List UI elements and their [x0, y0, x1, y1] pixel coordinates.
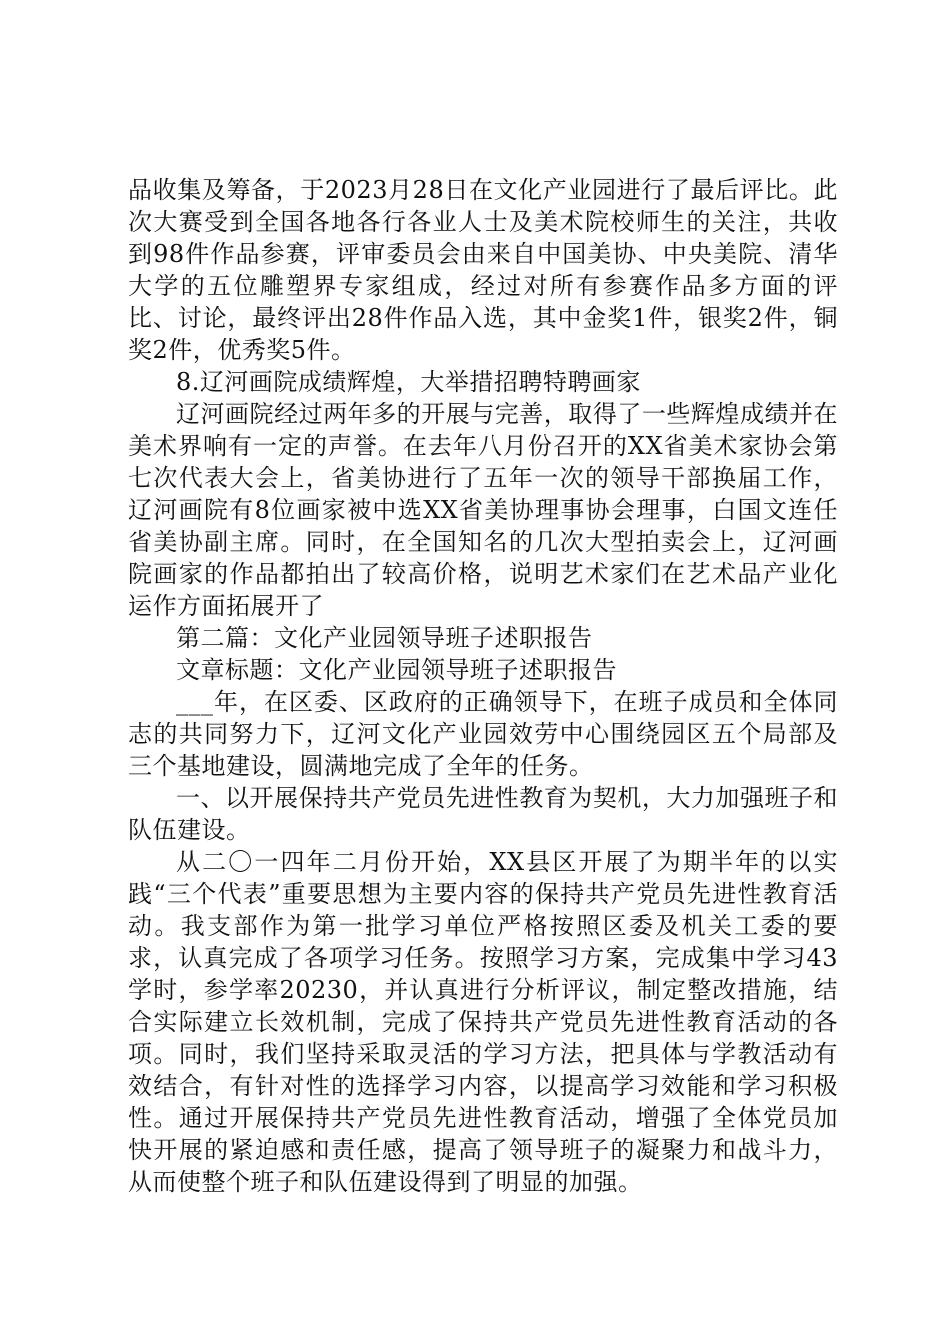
paragraph-award-results: 品收集及筹备，于2023月28日在文化产业园进行了最后评比。此次大赛受到全国各地各行各业人士及美术院校师生的关注，共收到98件作品参赛，评审委员会由来自中国美协、中央美院、清华大学的五位雕塑界专家组成，经过对所有参赛作品多方面的评比、讨论，最终评出28件作品入选，其中金奖1件，银奖2件，铜奖2件，优秀奖5件。 [128, 176, 838, 364]
paragraph-liaohe-academy: 辽河画院经过两年多的开展与完善，取得了一些辉煌成绩并在美术界响有一定的声誉。在去年八月份召开的XX省美术家协会第七次代表大会上，省美协进行了五年一次的领导干部换届工作，辽河画院有8位画家被中选XX省美协理事协会理事，白国文连任省美协副主席。同时，在全国知名的几次大型拍卖会上，辽河画院画家的作品都拍出了较高价格，说明艺术家们在艺术品产业化运作方面拓展开了 [128, 400, 838, 620]
article-title: 文章标题：文化产业园领导班子述职报告 [176, 656, 617, 684]
paragraph-education-activities: 从二〇一四年二月份开始，XX县区开展了为期半年的以实践“三个代表”重要思想为主要内容的保持共产党员先进性教育活动。我支部作为第一批学习单位严格按照区委及机关工委的要求，认真完成了各项学习任务。按照学习方案，完成集中学习43学时，参学率20230，并认真进行分析评议，制定整改措施，结合实际建立长效机制，完成了保持共产党员先进性教育活动的各项。同时，我们坚持采取灵活的学习方法，把具体与学教活动有效结合，有针对性的选择学习内容，以提高学习效能和学习积极性。通过开展保持共产党员先进性教育活动，增强了全体党员加快开展的紧迫感和责任感，提高了领导班子的凝聚力和战斗力，从而使整个班子和队伍建设得到了明显的加强。 [128, 848, 838, 1196]
section-heading-team-building: 一、以开展保持共产党员先进性教育为契机，大力加强班子和队伍建设。 [128, 784, 838, 844]
chapter-title: 第二篇：文化产业园领导班子述职报告 [176, 624, 593, 652]
section-heading-liaohe-academy: 8.辽河画院成绩辉煌，大举措招聘特聘画家 [176, 368, 641, 396]
paragraph-annual-summary: ___年，在区委、区政府的正确领导下，在班子成员和全体同志的共同努力下，辽河文化产业园效劳中心围绕园区五个局部及三个基地建设，圆满地完成了全年的任务。 [128, 688, 838, 780]
document-body [128, 174, 838, 1198]
